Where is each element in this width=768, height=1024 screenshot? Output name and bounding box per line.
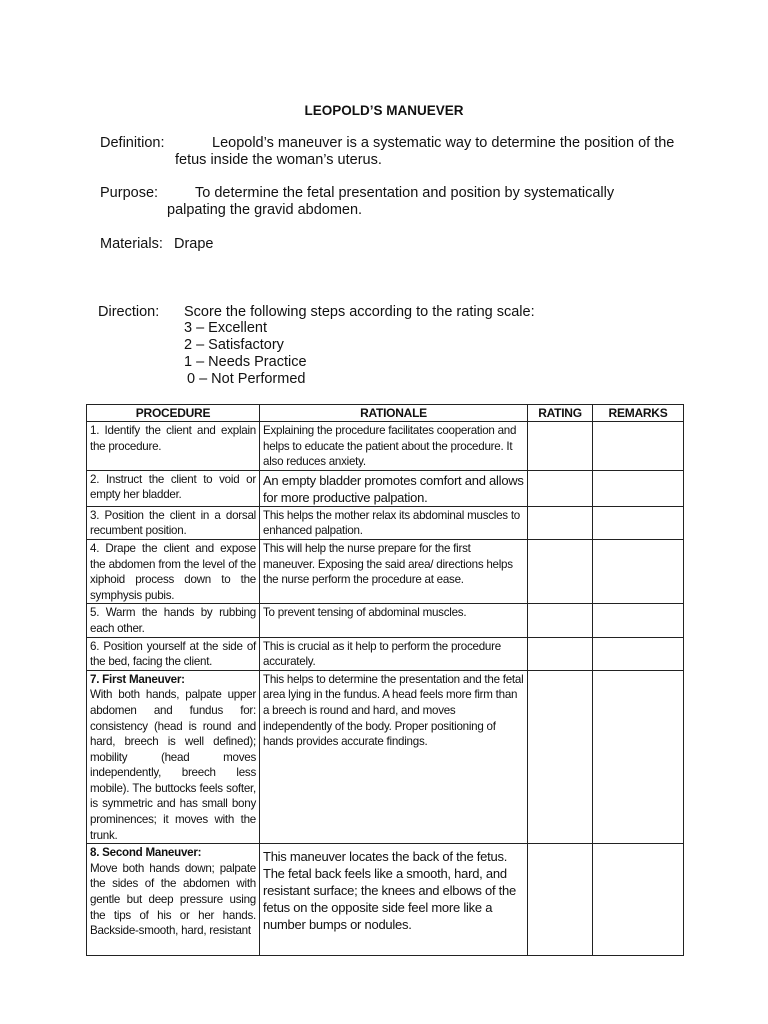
step-heading: 8. Second Maneuver:: [90, 846, 202, 860]
header-remarks: REMARKS: [593, 405, 684, 422]
rationale-cell: To prevent tensing of abdominal muscles.: [260, 604, 528, 637]
header-rating: RATING: [528, 405, 593, 422]
rating-cell[interactable]: [528, 422, 593, 471]
rationale-cell: This maneuver locates the back of the fetus. The fetal back feels like a smooth, hard, and resistant surface; the knees and elbows of the fetus on the opposite side feel more like a number bumps or nodules.: [260, 844, 528, 956]
remarks-cell[interactable]: [593, 422, 684, 471]
rating-cell[interactable]: [528, 670, 593, 844]
procedure-cell: 3. Position the client in a dorsal recumbent position.: [87, 506, 260, 539]
rationale-cell: This helps the mother relax its abdominal muscles to enhanced palpation.: [260, 506, 528, 539]
materials-value: Drape: [174, 236, 214, 252]
procedure-cell: 4. Drape the client and expose the abdomen from the level of the xiphoid process down to the symphysis pubis.: [87, 539, 260, 603]
definition-label: Definition:: [100, 135, 165, 151]
purpose-line2: palpating the gravid abdomen.: [167, 202, 363, 218]
remarks-cell[interactable]: [593, 506, 684, 539]
scale-0: 0 – Not Performed: [187, 371, 306, 387]
table-header-row: [87, 405, 684, 422]
remarks-cell[interactable]: [593, 604, 684, 637]
scale-3: 3 – Excellent: [184, 320, 268, 336]
rationale-cell: This will help the nurse prepare for the first maneuver. Exposing the said area/ directions helps the nurse perform the procedure at ease.: [260, 539, 528, 603]
rating-cell[interactable]: [528, 470, 593, 506]
procedure-table: [86, 404, 684, 956]
remarks-cell[interactable]: [593, 844, 684, 956]
rationale-cell: Explaining the procedure facilitates cooperation and helps to educate the patient about the procedure. It also reduces anxiety.: [260, 422, 528, 471]
rating-cell[interactable]: [528, 604, 593, 637]
header-procedure: PROCEDURE: [87, 405, 260, 422]
purpose-label: Purpose:: [100, 185, 159, 201]
table-row: [87, 604, 684, 637]
table-row: [87, 637, 684, 670]
table-row: [87, 844, 684, 956]
table-row: [87, 470, 684, 506]
remarks-cell[interactable]: [593, 637, 684, 670]
procedure-text: Move both hands down; palpate the sides of the abdomen with gentle but deep pressure using the tips of his or her hands. Backside-smooth, hard, resistant: [90, 861, 256, 938]
procedure-cell: 2. Instruct the client to void or empty her bladder.: [87, 470, 260, 506]
procedure-cell: 6. Position yourself at the side of the bed, facing the client.: [87, 637, 260, 670]
procedure-cell: 5. Warm the hands by rubbing each other.: [87, 604, 260, 637]
scale-2: 2 – Satisfactory: [184, 337, 284, 353]
procedure-text: With both hands, palpate upper abdomen and fundus for: consistency (head is round and hard, breech is well defined); mobility (head moves independently, breech less mobile). The buttocks feels softer, is symmetric and has small bony prominences; it moves with the trunk.: [90, 688, 256, 842]
rationale-cell: This is crucial as it help to perform the procedure accurately.: [260, 637, 528, 670]
procedure-cell: [87, 844, 260, 956]
procedure-cell: 1. Identify the client and explain the procedure.: [87, 422, 260, 471]
rationale-cell: An empty bladder promotes comfort and allows for more productive palpation.: [260, 470, 528, 506]
page-title: LEOPOLD’S MANUEVER: [304, 103, 464, 118]
scale-1: 1 – Needs Practice: [184, 354, 307, 370]
remarks-cell[interactable]: [593, 539, 684, 603]
rationale-cell: This helps to determine the presentation and the fetal area lying in the fundus. A head feels more firm than a breech is round and hard, and moves independently of the body. Proper positioning of hands provides accurate findings.: [260, 670, 528, 844]
direction-text: Score the following steps according to the rating scale:: [184, 304, 535, 320]
rating-cell[interactable]: [528, 506, 593, 539]
definition-line1: Leopold’s maneuver is a systematic way to determine the position of the: [212, 135, 675, 151]
rating-cell[interactable]: [528, 637, 593, 670]
remarks-cell[interactable]: [593, 470, 684, 506]
table-row: [87, 670, 684, 844]
materials-label: Materials:: [100, 236, 163, 252]
direction-label: Direction:: [98, 304, 160, 320]
remarks-cell[interactable]: [593, 670, 684, 844]
definition-line2: fetus inside the woman’s uterus.: [175, 152, 382, 168]
table-row: [87, 506, 684, 539]
rating-cell[interactable]: [528, 539, 593, 603]
rating-cell[interactable]: [528, 844, 593, 956]
purpose-line1: To determine the fetal presentation and position by systematically: [195, 185, 615, 201]
table-row: [87, 422, 684, 471]
table-row: [87, 539, 684, 603]
header-rationale: RATIONALE: [260, 405, 528, 422]
procedure-cell: [87, 670, 260, 844]
step-heading: 7. First Maneuver:: [90, 672, 185, 686]
